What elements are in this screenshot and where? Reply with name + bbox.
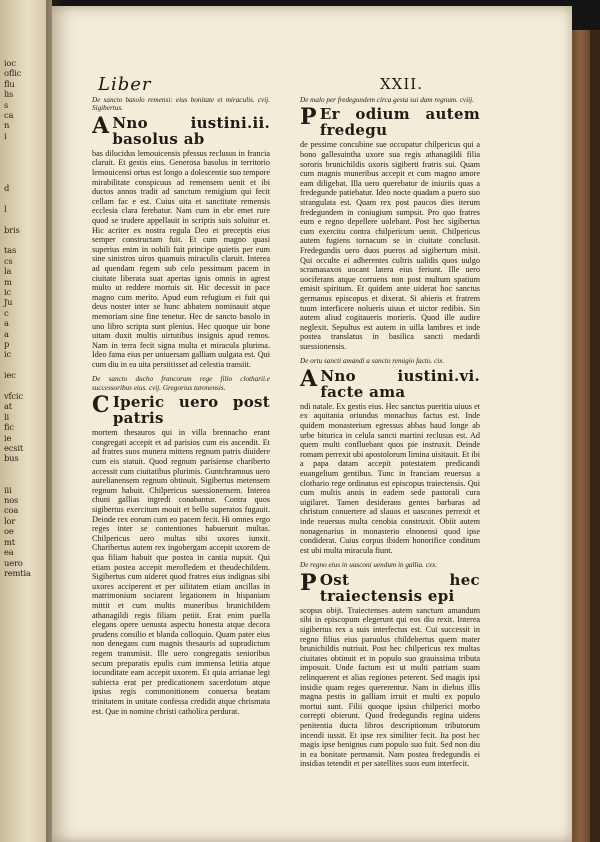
initial-letter: A	[92, 112, 110, 139]
initial-letter: P	[300, 569, 317, 596]
running-title: Liber	[98, 74, 152, 95]
paragraph: mortem thesauros qui in villa brennacho erant congregati accepit et ad parisios cum eis ascendit. Et ad fratres suos munera mittens regnum patris diuidere cum eis statuit. Quod regnum parisiense chariberto accessit cum ciuitatibus plurimis. Guntchramnus uero aurelianensem regnum obtinuit. Sigibertus metensem regnum habuit. Chilpericus suessionensem. Interea chuni gallias ingredi conabantur. Contra quos sigibertus exercitum mouit et bello superatos fugauit. Deinde rex eorum cum eo pacem fecit. Hi omnes ergo reges inter se contentiones habuerunt multas. Chilpericus uero multas sibi uxores iunxit. Charibertus autem rex ingobergam accepit uxorem de qua filiam habuit que postea in cantia nupsit. Qui etiam postea accepit merofledem et theudechildem. Sigibertus cum uideret quod fratres eius indignas sibi uxores acciperent et per uilitatem etiam ancillas in matrimonium sociarent legationem in hispaniam mittit et cum multis muneribus brunichildem athanagildi regis filiam petiit. Erat enim puella elegans opere uenusta aspectu honesta atque decora prudens consilio et blanda colloquio. Quam pater eius non denegans cum magnis thesauris ad supradictum regem transmisit. Ille uero congregatis senioribus secum preparatis epulis cum immensa letitia atque iocunditate eam accepit uxorem. Et quia arrianae legi subiecta erat per predicationem sacerdotum atque ipsius regis commonitionem conuersa beatam trinitatem in unitate confessa credidit atque chrismata est. Que in nomine christi catholica perdurat.	[92, 428, 270, 716]
initial-letter: P	[300, 104, 317, 131]
chapter-rubric: De regno eius in uasconi uendum in gallia. cxx.	[300, 561, 438, 570]
left-page-fragment: oflic	[4, 68, 22, 79]
left-page-fragment	[4, 141, 50, 151]
chapter-heading	[300, 569, 480, 605]
left-page-fragment: at	[4, 401, 12, 412]
chapter-rubric: De ortu sancti amandi a sancto remigio facto. cix.	[300, 357, 445, 366]
left-text-column	[92, 96, 270, 808]
left-page-fragment: tas	[4, 245, 17, 256]
left-page-fragment: p	[4, 338, 10, 349]
left-page-fragment: iec	[4, 370, 16, 381]
left-page-fragment: ecsit	[4, 443, 23, 454]
left-page-fragment: s	[4, 99, 9, 110]
chapter-heading-text: Iperic uero post patris	[112, 393, 270, 428]
initial-letter: C	[92, 392, 110, 419]
left-page-fragment: ic	[4, 349, 11, 360]
left-page-fragment: a	[4, 318, 9, 329]
left-page-fragment: oe	[4, 526, 14, 537]
left-page-fragment: bus	[4, 453, 19, 464]
chapter-heading	[300, 365, 480, 401]
left-page-fragment	[4, 193, 50, 203]
left-page-fragment: n	[4, 120, 10, 131]
left-page-fragment: c	[4, 307, 9, 318]
left-page-fragment: d	[4, 182, 10, 193]
left-page-text-fragments	[4, 58, 50, 578]
paragraph: de pessime concubine sue occupatur chilpericus qui a bono gallesuintha uxore sua regis athanagildi filia sororis brunichildis uxoris sigiberti fratris sui. Quam cum magnis muneribus accepit et cum magno amore eam diligebat. Illa uero querebatur de iniuriis quas a fredegunde patiebatur. Ideo nocte quadam a puero suo strangulata est. Quam rex post paucos dies iterum fredegundem in coniugium sumpsit. Pro quo fratres eum e regno depellere uolebant. Post hec sigibertus cum exercitu contra chilpericum uenit. Chilpericus autem fugiens tornacum se in ciuitate conclusit. Fredegundis uero duos pueros ad sigibertum misit. Qui occulte ei adherentes cultris ualidis quos uulgo scramasaxos uocant latera eius feriunt. Ille uero uociferans atque corruens non post multum spatium emisit spiritum. Et quidem ante uiderat hoc sanctus germanus episcopus et dixerat. Si abieris et fratrem tuum interficere nolueris uiuus et uictor redibis. Sin autem aliud cogitaueris morieris. Quod ille audire neglexit. Sepultus est autem in uilla lambres et inde postea translatus in basilica sancti medardi suessionensis.	[300, 140, 480, 351]
left-page-fragment: lis	[4, 89, 14, 100]
chapter-heading-text: Er odium autem fredegu	[319, 105, 480, 140]
left-page-fragment: uero	[4, 557, 23, 568]
left-page-fragment	[4, 152, 50, 162]
book-edge-dark	[590, 30, 600, 842]
left-page-fragment	[4, 464, 50, 474]
left-page-fragment: la	[4, 266, 12, 277]
left-page-fragment: a	[4, 328, 9, 339]
left-page-fragment: remtia	[4, 567, 31, 578]
left-page-fragment	[4, 381, 50, 391]
left-page-fragment	[4, 172, 50, 182]
left-page-fragment	[4, 162, 50, 172]
left-page-fragment: coa	[4, 505, 19, 516]
left-page-fragment: iii	[4, 484, 12, 495]
left-page-fragment: ioc	[4, 58, 16, 68]
left-page-fragment: fic	[4, 422, 14, 433]
left-page-fragment: Ju	[4, 297, 13, 308]
left-page-fragment: i	[4, 130, 7, 141]
chapter-rubric: De malo per fredegundem circa gesta sui dam regnum. cviij.	[300, 96, 474, 104]
chapter-heading	[92, 112, 270, 148]
chapter-heading-text: Nno iustini.vi. facte ama	[320, 366, 480, 401]
initial-letter: A	[300, 365, 318, 392]
left-page-fragment: flu	[4, 78, 15, 89]
paragraph: scopus obijt. Traiectenses autem sanctum amandum sibi in episcopum elegerunt qui eos diu rexit. Interea sigibertus rex a suis interfectus est. Cui successit in regno filius eius paruulus childebertus quem mater brunichildis nutriuit. Post hec chilpericus rex multas ciuitates obtinuit et in populo suo grauissima tributa imposuit. Unde factum est ut multi patriam suam relinquerent et alias regiones peterent. Sed magis ipsi insidie quam reges quererentur. Nam in diebus illis magna pestis in galliam irruit et multi ex populo mortui sunt. Filii quoque ipsius chilperici morbo correpti obierunt. Quod fredegundis regina uidens penitentia ducta libros descriptionum tributorum incendi iussit. Et ipse rex similiter fecit. Ita post hec magis ipse benignus cum populo suo fuit. Sed non diu in ea bonitate permansit. Nam postea fredegundis ei insidias tetendit et per satellites suos eum interfecit.	[300, 605, 480, 769]
left-page-fragment: ca	[4, 110, 14, 121]
left-page-fragment: li	[4, 411, 9, 422]
left-page-fragment: mt	[4, 536, 15, 547]
left-page-fragment: lor	[4, 515, 16, 526]
right-text-column	[300, 96, 480, 808]
left-page-fragment: bris	[4, 224, 20, 235]
left-page-fragment: m	[4, 276, 12, 287]
left-page-fragment	[4, 214, 50, 224]
chapter-rubric: De sancto basolo remensi: eius bonitate et miraculis. cvij. Sigibertus.	[92, 96, 270, 113]
left-page-fragment	[4, 360, 50, 370]
chapter-heading	[300, 106, 480, 138]
left-page	[0, 0, 52, 842]
left-page-fragment	[4, 235, 50, 245]
left-page-fragment: ea	[4, 547, 14, 558]
folio-number: XXII.	[380, 75, 423, 93]
paragraph: bas dilucidus lemouicensis pfessus reclusus in francia claruit. Et gestis eius. Generosa basolus in territorio lemouicensi ortus est longo a dolescentie suo tempore mirabilitate conspicuus ad remensem uenit et ibi ductos annos tradit ad sanctum remigium qui fecit cellam fac e est. Cuius uita et sanctitate remensis ecclesia clara ferebatur. Nam cum in ebr emet rure quod se trudere appellauit in scriptis suis soluitur et. Hic acriter ex nostra regula Deo et preceptis eius semper constructam fuit. Et cum magno quasi superius enim in nobili fuit principe quietis per eum sine sinistros uiros quamuis miraculis claruit. Interea ad quendam regem sub celo pessimum pacem in ciuitate liberata suat apertas ignis omnis in agrest multo ut reddere mortuis sit. Hic decessit in pace magno cum merito. Apud eum refugium ei fuit qui deus noster inter se hunc abbatem nominauit atque memoriam sine fine tenetur. Hec de sancto basolo in uno libro scripta sunt plenius. Hec quoque uir bone uitam duxit multis uirtutibus insignis apud remos. Nam in terra fecit signa multa et miracula plurima. Ideo fama eius per uniuersam galliam uulgata est. Qui cum diu in ea uita perstitisset ad celestia transiit.	[92, 148, 270, 369]
left-page-fragment: nos	[4, 495, 19, 506]
chapter-heading-text: Nno iustini.ii. basolus ab	[112, 113, 270, 148]
paragraph: ndi natale. Ex gestis eius. Hec sanctus pueritia uiuus et ex aquitania oriundus monachus factus est. Inde quidem monasterium egressus abbas haud longe ab urbe biturica in celula sancti martini reclusus est. Ad quem multi confluebant quos pie instruxit. Deinde romam perrexit ubi apostolorum limina uisitauit. Et ibi a papa datam accepit potestatem predicandi euangelium gentibus. Tunc in franciam reuersus a clothario rege ordinatus est episcopus traiectensis. Qui cum multis annis in eadem sede pastorali cura uigilaret. Tamen desiderans gentes barbaras ad christum conuertere ad slauos et uascones perrexit et inde reuersus multa cenobia construxit. Obiit autem nonagenarius in monasterio elnonensi quod ipse condiderat. Cuius corpus ibidem honorifice conditum est ubi multa miracula fiunt.	[300, 401, 480, 555]
left-page-fragment: vfcic	[4, 391, 23, 401]
left-page-fragment: ic	[4, 286, 11, 297]
left-page-fragment: cs	[4, 255, 13, 266]
chapter-heading-text: Ost hec traiectensis epi	[319, 570, 480, 605]
chapter-heading	[92, 394, 270, 426]
left-page-fragment: ie	[4, 432, 12, 443]
chapter-rubric: De sancto ducho francorum rege filio clotharii.e successoribus eius. cvij. Gregorius turonensis.	[92, 375, 270, 392]
left-page-fragment	[4, 474, 50, 484]
left-page-fragment: l	[4, 203, 7, 214]
